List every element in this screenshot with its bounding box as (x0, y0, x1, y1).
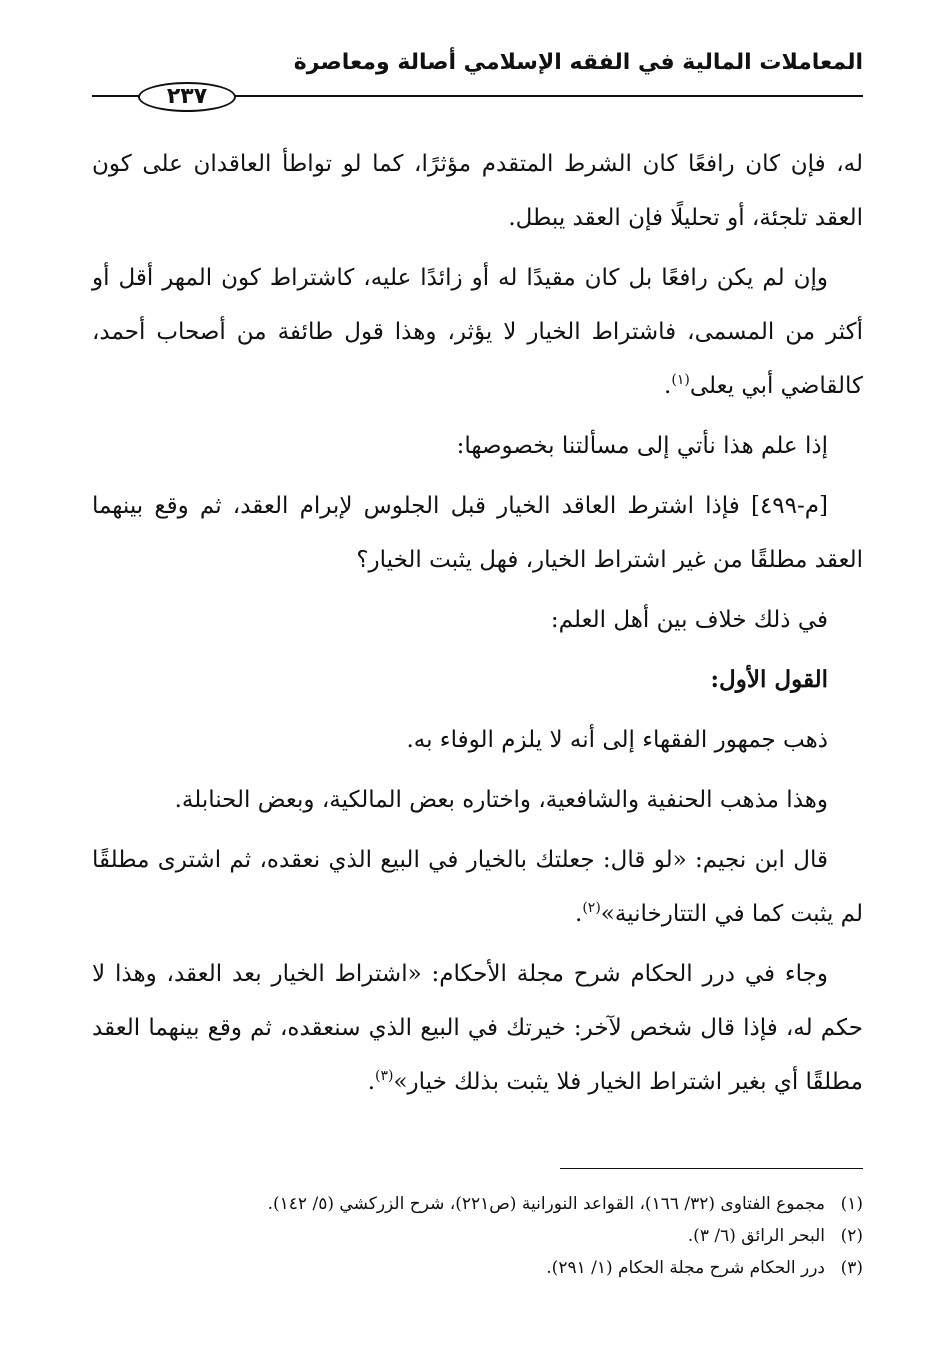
footnote-2 (92, 1220, 863, 1252)
footnote-number: (٢) (840, 1226, 863, 1246)
period: . (664, 373, 672, 399)
paragraph-continuation (92, 137, 863, 245)
footnote-text: مجموع الفتاوى (٣٢/ ١٦٦)، القواعد النورانية (ص٢٢١)، شرح الزركشي (٥/ ١٤٢). (267, 1194, 825, 1214)
paragraph-text: وإن لم يكن رافعًا بل كان مقيدًا له أو زائدًا عليه، كاشتراط كون المهر أقل أو أكثر من المسمى، فاشتراط الخيار لا يؤثر، وهذا قول طائفة من أصحاب أحمد، كالقاضي أبي يعلى (92, 265, 863, 399)
paragraph-dispute (92, 593, 863, 647)
section-heading: القول الأول: (710, 666, 828, 693)
paragraph-text: [م-٤٩٩] فإذا اشترط العاقد الخيار قبل الجلوس لإبرام العقد، ثم وقع بينهما العقد مطلقًا من غير اشتراط الخيار، فهل يثبت الخيار؟ (92, 493, 863, 573)
paragraph-text: وجاء في درر الحكام شرح مجلة الأحكام: «اشتراط الخيار بعد العقد، وهذا لا حكم له، فإذا قال شخص لآخر: خيرتك في البيع الذي سنعقده، ثم وقع بينهما العقد مطلقًا أي بغير اشتراط الخيار فلا يثبت بذلك خيار» (92, 961, 863, 1095)
main-text (92, 137, 863, 1109)
footnote-3 (92, 1252, 863, 1284)
paragraph-text: له، فإن كان رافعًا كان الشرط المتقدم مؤثرًا، كما لو تواطأ العاقدان على كون العقد تلجئة، أو تحليلًا فإن العقد يبطل. (92, 151, 863, 231)
paragraph-text: في ذلك خلاف بين أهل العلم: (550, 607, 828, 633)
footnotes (92, 1188, 863, 1284)
paragraph-text: ذهب جمهور الفقهاء إلى أنه لا يلزم الوفاء به. (406, 727, 828, 753)
paragraph-schools (92, 773, 863, 827)
footnote-number: (١) (840, 1194, 863, 1214)
footnote-ref-3: (٣) (375, 1068, 394, 1084)
footnote-text: درر الحكام شرح مجلة الحكام (١/ ٢٩١). (546, 1258, 825, 1278)
footnote-1 (92, 1188, 863, 1220)
paragraph-text: إذا علم هذا نأتي إلى مسألتنا بخصوصها: (456, 433, 828, 459)
period: . (575, 901, 583, 927)
paragraph-text: قال ابن نجيم: «لو قال: جعلتك بالخيار في البيع الذي نعقده، ثم اشترى مطلقًا لم يثبت كما في التتارخانية» (92, 847, 863, 927)
paragraph-majority (92, 713, 863, 767)
footnote-number: (٣) (840, 1258, 863, 1278)
footnote-ref-1: (١) (671, 372, 690, 388)
paragraph-condition (92, 251, 863, 413)
footnote-ref-2: (٢) (582, 900, 601, 916)
running-title: المعاملات المالية في الفقه الإسلامي أصالة ومعاصرة (293, 50, 863, 75)
paragraph-text: وهذا مذهب الحنفية والشافعية، واختاره بعض المالكية، وبعض الحنابلة. (174, 787, 828, 813)
paragraph-issue (92, 479, 863, 587)
footnote-text: البحر الرائق (٦/ ٣). (687, 1226, 825, 1246)
paragraph-transition (92, 419, 863, 473)
period: . (367, 1069, 376, 1095)
footnote-separator (560, 1168, 863, 1169)
page-number: ٢٣٧ (138, 82, 236, 112)
paragraph-durar (92, 947, 863, 1109)
paragraph-ibn-nujaym (92, 833, 863, 941)
